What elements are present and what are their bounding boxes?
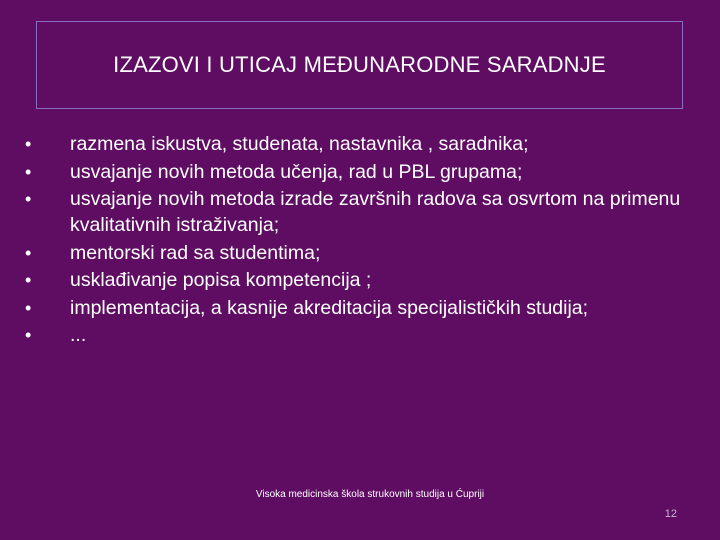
bullet-text: ... [70, 324, 87, 346]
bullet-icon: • [25, 161, 32, 182]
bullet-icon: • [25, 270, 32, 290]
list-item [25, 131, 695, 157]
bullet-icon: • [25, 134, 32, 154]
bullet-icon: • [25, 297, 32, 318]
title-box [36, 21, 683, 109]
bullet-text: razmena iskustva, studenata, nastavnika , saradnika; [70, 133, 529, 155]
slide-footer: Visoka medicinska škola strukovnih studija u Ćupriji [255, 489, 485, 500]
bullet-icon: • [25, 189, 32, 209]
slide-number: 12 [664, 508, 677, 520]
bullet-icon: • [25, 325, 32, 345]
bullet-text: usklađivanje popisa kompetencija ; [70, 269, 372, 291]
bullet-icon: • [25, 242, 32, 263]
list-item [25, 295, 695, 321]
list-item [25, 159, 695, 185]
bullet-text: usvajanje novih metoda izrade završnih radova sa osvrtom na primenu kvalitativnih istraživanja; [70, 188, 681, 236]
list-item [25, 186, 695, 238]
bullet-list [25, 131, 695, 350]
bullet-text: implementacija, a kasnije akreditacija specijalističkih studija; [70, 296, 589, 319]
list-item [25, 322, 695, 348]
list-item [25, 240, 695, 266]
list-item [25, 267, 695, 293]
bullet-text: mentorski rad sa studentima; [70, 241, 321, 264]
bullet-text: usvajanje novih metoda učenja, rad u PBL grupama; [70, 160, 523, 183]
slide-title: IZAZOVI I UTICAJ MEĐUNARODNE SARADNJE [113, 52, 606, 77]
